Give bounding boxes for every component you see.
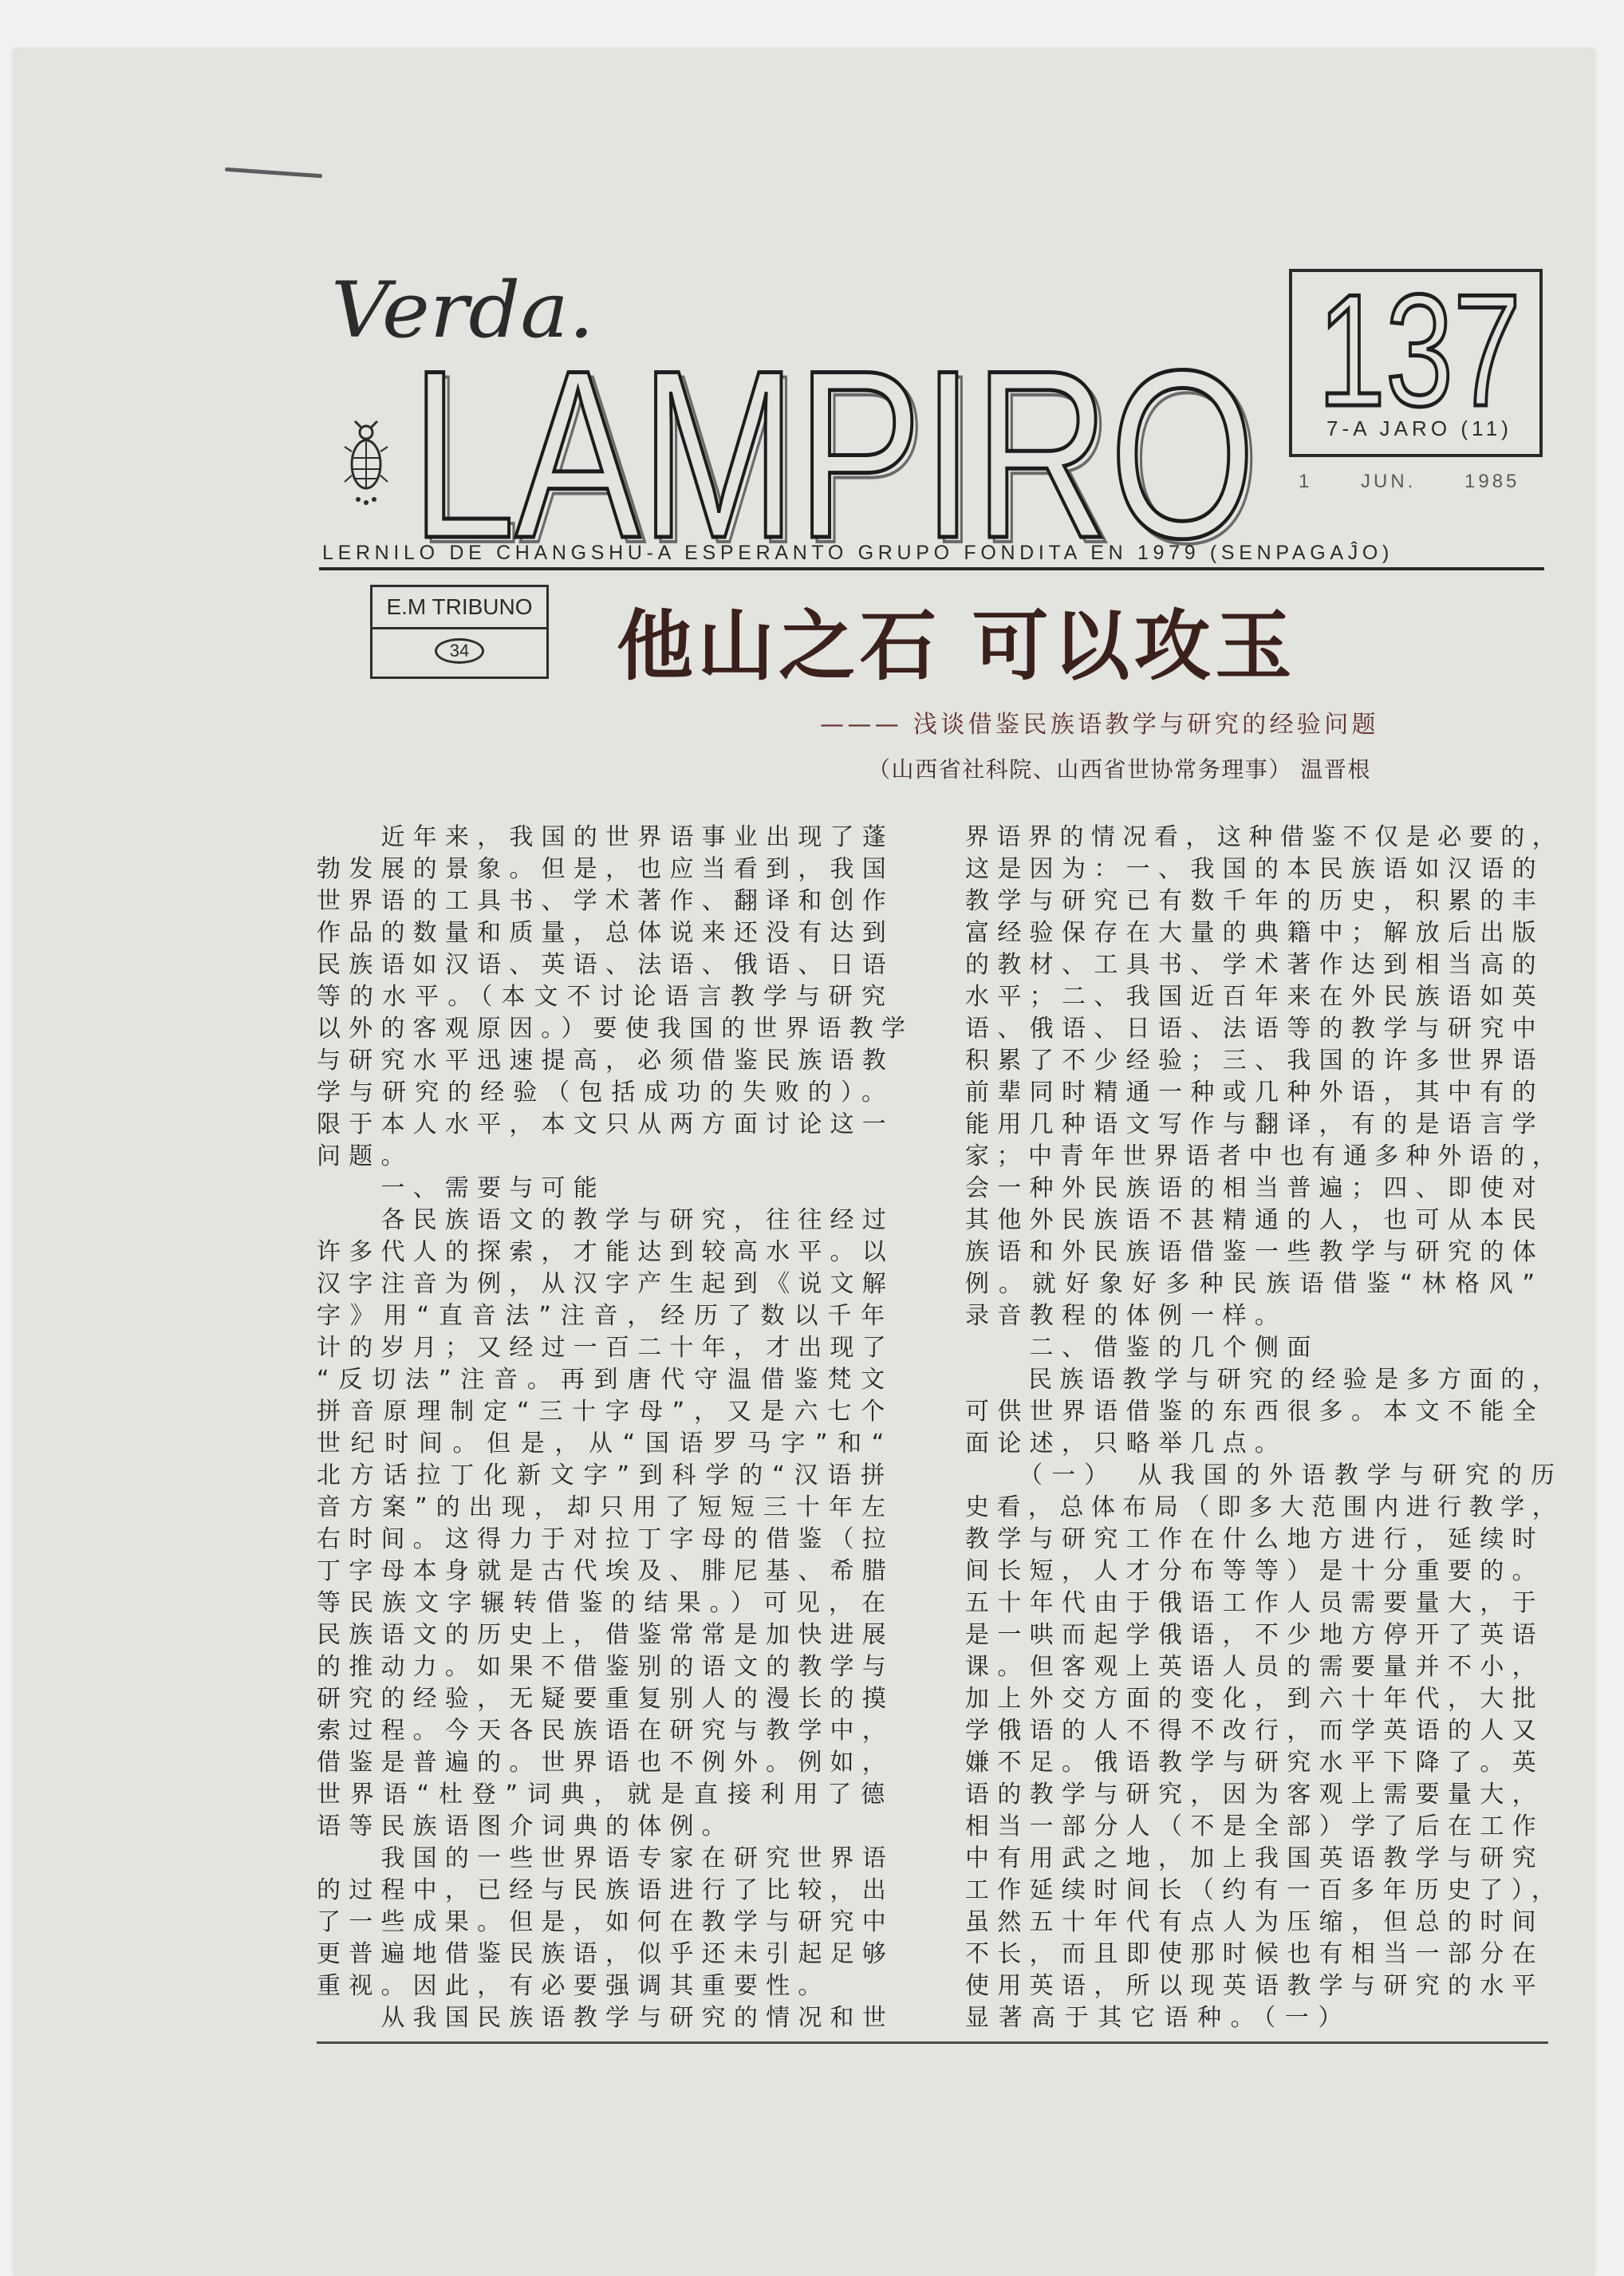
masthead-title [399, 351, 1268, 550]
issue-box [1289, 269, 1543, 457]
text-line: 我国的一些世界语专家在研究世界语 [317, 1844, 894, 1872]
text-line: 北方话拉丁化新文字”到科学的“汉语拼 [317, 1461, 894, 1489]
text-line: 能用几种语文写作与翻译，有的是语言学 [965, 1110, 1544, 1138]
text-line: 世界语“杜登”词典，就是直接利用了德 [317, 1781, 894, 1809]
text-line: 工作延续时间长（约有一百多年历史了）， [965, 1876, 1564, 1904]
emblem-leg [380, 447, 388, 452]
right-column [965, 822, 1563, 2034]
script-title-text: Verda. [331, 266, 594, 351]
text-line: 的推动力。如果不借鉴别的语文的教学与 [317, 1653, 894, 1681]
text-line: 的教材、工具书、学术著作达到相当高的 [965, 951, 1544, 979]
text-line: 水平；二、我国近百年来在外民族语如英 [965, 983, 1544, 1011]
text-line: 间长短，人才分布等等）是十分重要的。 [965, 1557, 1544, 1585]
text-line: 是一哄而起学俄语，不少地方停开了英语 [965, 1621, 1544, 1649]
text-line: 与研究水平迅速提高，必须借鉴民族语教 [317, 1047, 894, 1075]
text-line: 这是因为：一、我国的本民族语如汉语的 [965, 855, 1544, 883]
text-line: 教学与研究工作在什么地方进行，延续时 [965, 1525, 1544, 1553]
emblem-dot [356, 497, 361, 502]
text-line: 问题。 [317, 1142, 413, 1170]
text-line: 作品的数量和质量，总体说来还没有达到 [317, 919, 894, 947]
text-line: 各民族语文的教学与研究，往往经过 [317, 1206, 894, 1234]
column-badge [370, 585, 549, 679]
emblem-leg [345, 447, 352, 452]
text-line: 世界语的工具书、学术著作、翻译和创作 [317, 887, 894, 915]
issue-number-text: 137 [1318, 285, 1521, 411]
text-line: 从我国民族语教学与研究的情况和世 [317, 2004, 894, 2032]
text-line: 等的水平。（本文不讨论语言教学与研究 [317, 983, 894, 1011]
text-line: 相当一部分人（不是全部）学了后在工作 [965, 1813, 1544, 1840]
text-line: 语的教学与研究，因为客观上需要量大， [965, 1781, 1544, 1809]
text-line: 面论述，只略举几点。 [965, 1430, 1287, 1458]
text-line: 二、借鉴的几个侧面 [965, 1334, 1319, 1362]
text-line: “反切法”注音。再到唐代守温借鉴梵文 [317, 1366, 894, 1394]
text-line: 计的岁月；又经过一百二十年，才出现了 [317, 1334, 894, 1362]
text-line: 重视。因此，有必要强调其重要性。 [317, 1972, 830, 2000]
text-line: 显著高于其它语种。（一） [965, 2004, 1351, 2032]
text-line: 语等民族语图介词典的体例。 [317, 1813, 734, 1840]
column-badge-label: E.M TRIBUNO [386, 594, 533, 619]
text-line: 限于本人水平，本文只从两方面讨论这一 [317, 1110, 894, 1138]
text-line: 其他外民族语不甚精通的人，也可从本民 [965, 1206, 1544, 1234]
emblem-dot [372, 497, 376, 502]
text-line: 以外的客观原因。）要使我国的世界语教学 [317, 1015, 914, 1043]
text-line: 嫌不足。俄语教学与研究水平下降了。英 [965, 1749, 1544, 1777]
text-line: 更普遍地借鉴民族语，似乎还未引起足够 [317, 1940, 894, 1968]
text-line: 研究的经验，无疑要重复别人的漫长的摸 [317, 1685, 894, 1713]
text-line: 音方案”的出现，却只用了短短三十年左 [317, 1493, 894, 1521]
text-line: 丁字母本身就是古代埃及、腓尼基、希腊 [317, 1557, 894, 1585]
column-badge-number: 34 [435, 638, 484, 664]
text-line: 五十年代由于俄语工作人员需要量大，于 [965, 1589, 1544, 1617]
text-line: 借鉴是普遍的。世界语也不例外。例如， [317, 1749, 894, 1777]
text-line: 前辈同时精通一种或几种外语，其中有的 [965, 1079, 1544, 1106]
text-line: 不长，而且即使那时候也有相当一部分在 [965, 1940, 1544, 1968]
masthead-title-shadow: LAMPIRO [416, 351, 1260, 550]
text-line: 族语和外民族语借鉴一些教学与研究的体 [965, 1238, 1544, 1266]
text-line: 语、俄语、日语、法语等的教学与研究中 [965, 1015, 1544, 1043]
text-line: 录音教程的体例一样。 [965, 1302, 1287, 1330]
text-line: 可供世界语借鉴的东西很多。本文不能全 [965, 1398, 1544, 1426]
masthead-tagline: LERNILO DE CHANGSHU-A ESPERANTO GRUPO FONDITA EN 1979 (SENPAGAĴO) [322, 542, 1393, 564]
text-line: 富经验保存在大量的典籍中；解放后出版 [965, 919, 1544, 947]
text-line: 会一种外民族语的相当普遍；四、即使对 [965, 1174, 1544, 1202]
left-column [317, 822, 913, 2034]
masthead-title-text: LAMPIRO [411, 351, 1255, 550]
text-line: 民族语教学与研究的经验是多方面的， [965, 1366, 1564, 1394]
text-line: 等民族文字辗转借鉴的结果。）可见，在 [317, 1589, 894, 1617]
text-line: （一） 从我国的外语教学与研究的历 [965, 1461, 1564, 1489]
text-line: 拼音原理制定“三十字母”，又是六七个 [317, 1398, 894, 1426]
text-line: 界语界的情况看，这种借鉴不仅是必要的， [965, 823, 1564, 851]
text-line: 汉字注音为例，从汉字产生起到《说文解 [317, 1270, 894, 1298]
text-line: 近年来，我国的世界语事业出现了蓬 [317, 823, 894, 851]
article-byline: （山西省社科院、山西省世协常务理事） 温晋根 [868, 756, 1371, 783]
issue-number [1318, 285, 1527, 411]
article-title: 他山之石 可以攻玉 [617, 602, 1296, 691]
text-line: 许多代人的探索，才能达到较高水平。以 [317, 1238, 894, 1266]
text-line: 使用英语，所以现英语教学与研究的水平 [965, 1972, 1544, 2000]
antenna-left [355, 421, 361, 428]
text-line: 一、需要与可能 [317, 1174, 605, 1202]
emblem-dot [364, 500, 369, 505]
text-line: 教学与研究已有数千年的历史，积累的丰 [965, 887, 1544, 915]
text-line: 积累了不少经验；三、我国的许多世界语 [965, 1047, 1544, 1075]
masthead-script-title [327, 263, 606, 351]
text-line: 的过程中，已经与民族语进行了比较，出 [317, 1876, 894, 1904]
text-line: 中有用武之地，加上我国英语教学与研究 [965, 1844, 1544, 1872]
text-line: 民族语如汉语、英语、法语、俄语、日语 [317, 951, 894, 979]
issue-volume: 7-A JARO (11) [1326, 416, 1512, 440]
text-line: 虽然五十年代有点人为压缩，但总的时间 [965, 1908, 1544, 1936]
text-line: 索过程。今天各民族语在研究与教学中， [317, 1717, 894, 1745]
antenna-right [371, 421, 377, 428]
text-line: 民族语文的历史上，借鉴常常是加快进展 [317, 1621, 894, 1649]
emblem-leg [380, 475, 388, 482]
article-subtitle: ——— 浅谈借鉴民族语教学与研究的经验问题 [820, 711, 1379, 739]
text-line: 加上外交方面的变化，到六十年代，大批 [965, 1685, 1544, 1713]
text-line: 世纪时间。但是，从“国语罗马字”和“ [317, 1430, 894, 1458]
text-line: 家；中青年世界语者中也有通多种外语的， [965, 1142, 1564, 1170]
text-line: 字》用“直音法”注音，经历了数以千年 [317, 1302, 894, 1330]
text-line: 学与研究的经验（包括成功的失败的）。 [317, 1079, 894, 1106]
column-badge-divider [372, 627, 546, 629]
issue-date: 1 JUN. 1985 [1299, 471, 1520, 492]
text-line: 勃发展的景象。但是，也应当看到，我国 [317, 855, 894, 883]
masthead-rule [319, 567, 1544, 570]
text-line: 了一些成果。但是，如何在教学与研究中 [317, 1908, 894, 1936]
firefly-icon [342, 420, 390, 512]
text-line: 史看，总体布局（即多大范围内进行教学， [965, 1493, 1564, 1521]
emblem-leg [345, 475, 352, 482]
text-line: 学俄语的人不得不改行，而学英语的人又 [965, 1717, 1544, 1745]
emblem-head [360, 426, 372, 439]
text-line: 课。但客观上英语人员的需要量并不小， [965, 1653, 1544, 1681]
bottom-rule [317, 2041, 1548, 2044]
text-line: 例。就好象好多种民族语借鉴“林格风” [965, 1270, 1544, 1298]
text-line: 右时间。这得力于对拉丁字母的借鉴（拉 [317, 1525, 894, 1553]
